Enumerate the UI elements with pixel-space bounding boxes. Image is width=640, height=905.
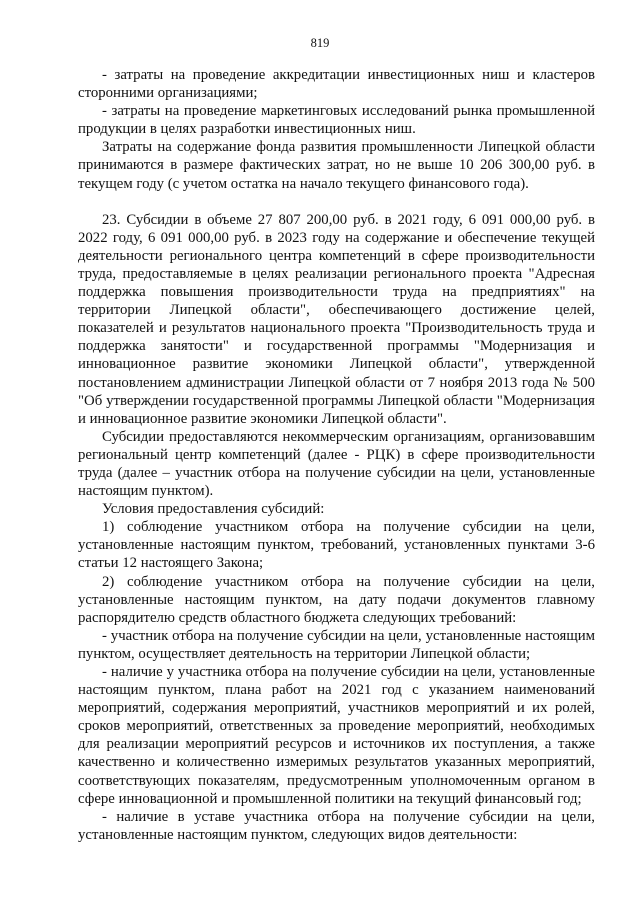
paragraph: Затраты на содержание фонда развития промышленности Липецкой области принимаются в размере фактических затрат, но не выше 10 206 300,00 руб. в текущем году (с учетом остатка на начало текущего финансового года). [78,139,595,192]
paragraph: - участник отбора на получение субсидии на цели, установленные настоящим пунктом, осуществляет деятельность на территории Липецкой области; [78,627,595,662]
paragraph: 23. Субсидии в объеме 27 807 200,00 руб. в 2021 году, 6 091 000,00 руб. в 2022 году, 6 091 000,00 руб. в 2023 году на содержание и обеспечение текущей деятельности регионального центра компетенций в сфере производительности труда, предоставляемые в целях реализации регионального проекта "Адресная поддержка повышения производительности труда на предприятиях" на территории Липецкой области", обеспечивающего достижение целей, показателей и результатов национального проекта "Производительность труда и поддержка занятости" и государственной программы "Модернизация и инновационное развитие экономики Липецкой области", утвержденной постановлением администрации Липецкой области от 7 ноября 2013 года № 500 "Об утверждении государственной программы Липецкой области "Модернизация и инновационное развитие экономики Липецкой области". [78,211,595,427]
paragraph: - затраты на проведение маркетинговых исследований рынка промышленной продукции в целях разработки инвестиционных ниш. [78,103,595,138]
paragraph: - затраты на проведение аккредитации инвестиционных ниш и кластеров сторонними организациями; [78,67,595,102]
paragraph: Условия предоставления субсидий: [102,501,325,518]
document-body [78,66,595,844]
paragraph: Субсидии предоставляются некоммерческим организациям, организовавшим региональный центр компетенций (далее - РЦК) в сфере производительности труда (далее – участник отбора на получение субсидии на цели, установленные настоящим пунктом). [78,428,595,500]
paragraph: - наличие у участника отбора на получение субсидии на цели, установленные настоящим пунктом, плана работ на 2021 год с указанием наименований мероприятий, содержания мероприятий, участников мероприятий и их ролей, сроков мероприятий, ответственных за проведение мероприятий, необходимых для реализации мероприятий ресурсов и источников их поступления, а также качественно и количественно измеримых результатов указанных мероприятий, соответствующих показателям, предусмотренным уполномоченным органом в сфере инновационной и промышленной политики на текущий финансовый год; [78,664,595,807]
paragraph: 1) соблюдение участником отбора на получение субсидии на цели, установленные настоящим пунктом, требований, установленных пунктами 3-6 статьи 12 настоящего Закона; [78,519,595,572]
page-number: 819 [310,36,330,50]
paragraph: 2) соблюдение участником отбора на получение субсидии на цели, установленные настоящим пунктом, на дату подачи документов главному распорядителю средств областного бюджета следующих требований: [78,573,595,626]
paragraph: - наличие в уставе участника отбора на получение субсидии на цели, установленные настоящим пунктом, следующих видов деятельности: [78,808,595,843]
